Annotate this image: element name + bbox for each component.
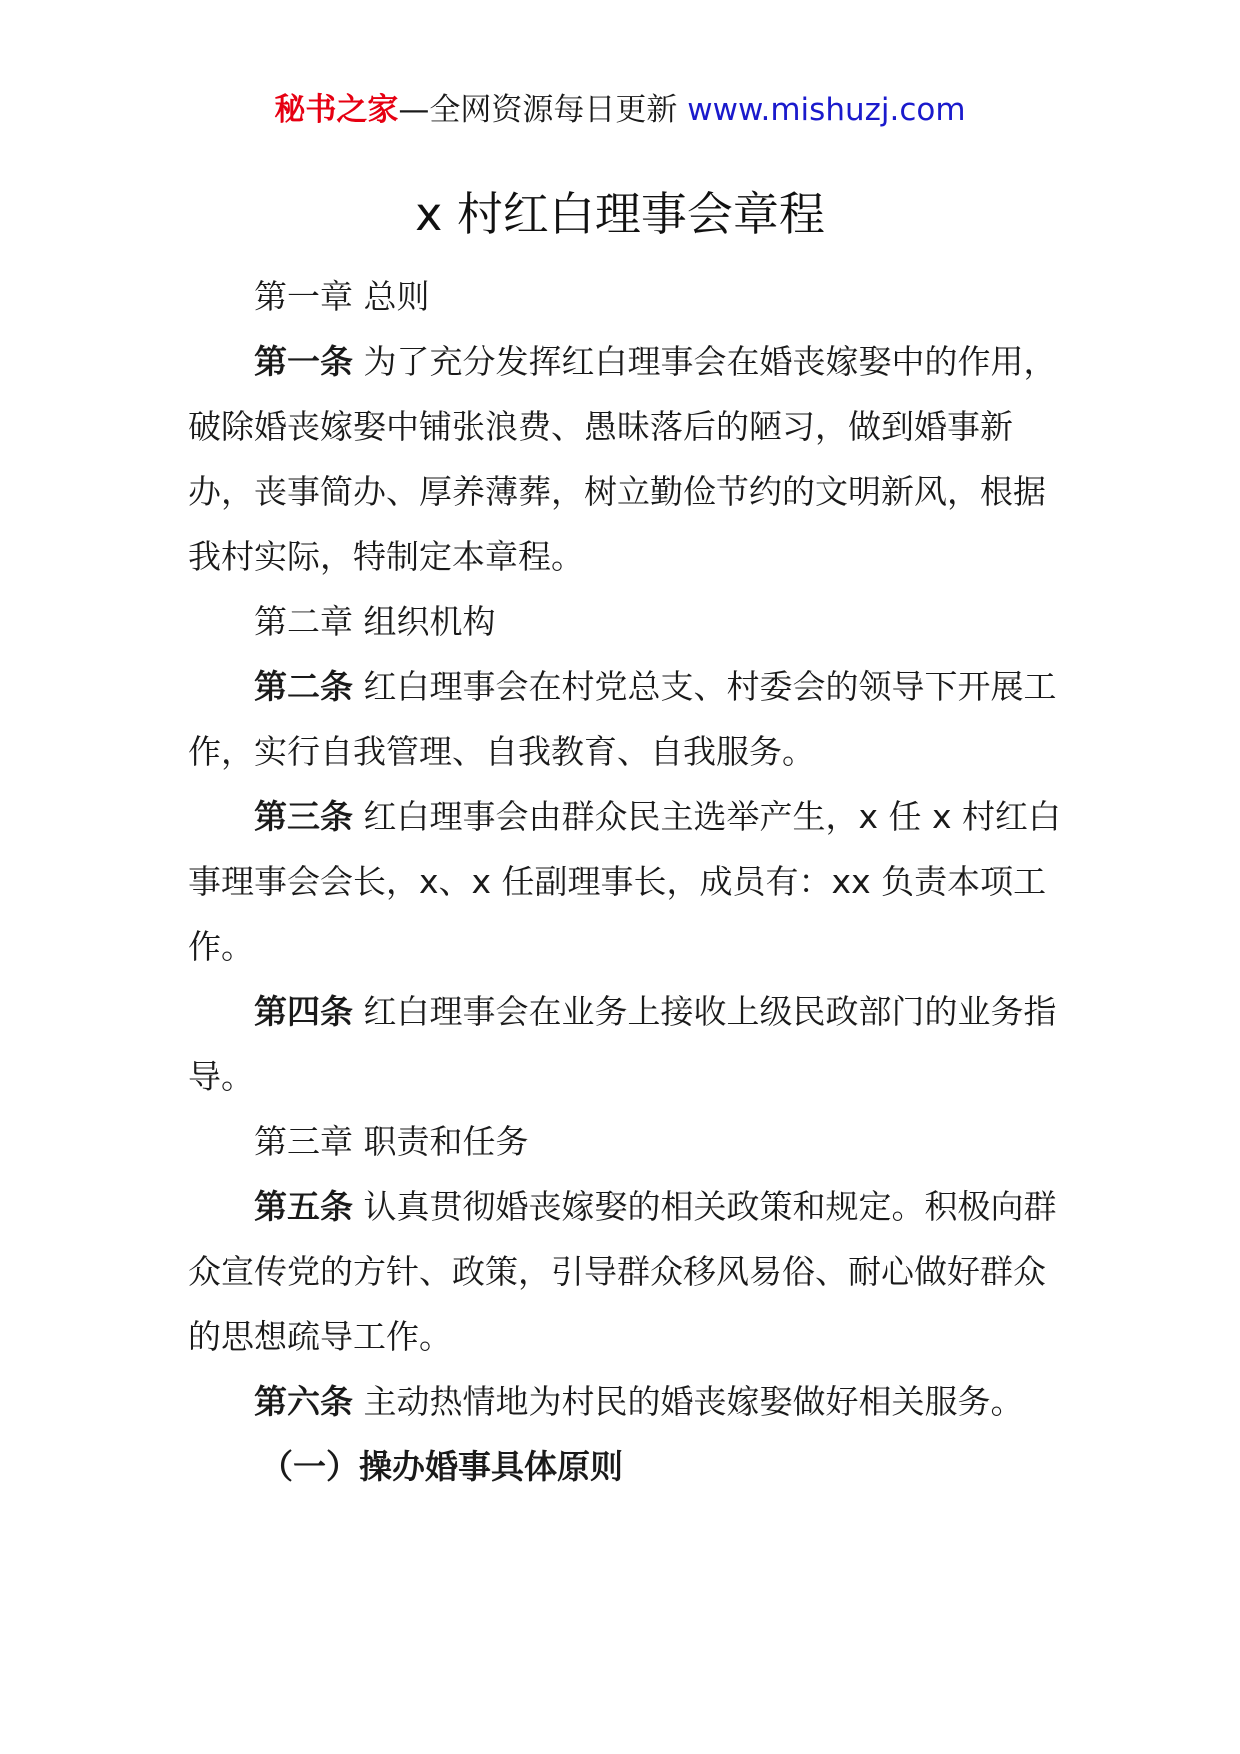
- article-4: [188, 979, 1068, 1109]
- article-text: 红白理事会在业务上接收上级民政部门的业务指导。: [188, 992, 1057, 1096]
- article-text: 为了充分发挥红白理事会在婚丧嫁娶中的作用，破除婚丧嫁娶中铺张浪费、愚昧落后的陋习，做到婚事新办，丧事简办、厚养薄葬，树立勤俭节约的文明新风，根据我村实际，特制定本章程。: [188, 342, 1057, 576]
- site-banner: [0, 84, 1240, 136]
- article-label: 第三条: [254, 797, 353, 836]
- article-text: 红白理事会在村党总支、村委会的领导下开展工作，实行自我管理、自我教育、自我服务。: [188, 667, 1057, 771]
- article-text: 主动热情地为村民的婚丧嫁娶做好相关服务。: [353, 1382, 1024, 1421]
- article-text: 认真贯彻婚丧嫁娶的相关政策和规定。积极向群众宣传党的方针、政策，引导群众移风易俗、耐心做好群众的思想疏导工作。: [188, 1187, 1057, 1356]
- document-title: x 村红白理事会章程: [415, 187, 825, 241]
- banner-brand: 秘书之家: [274, 92, 399, 128]
- article-1: [188, 329, 1068, 589]
- banner-url-link[interactable]: www.mishuzj.com: [687, 92, 966, 128]
- article-2: [188, 654, 1068, 784]
- article-label: 第五条: [254, 1187, 353, 1226]
- chapter-heading-1: 第一章 总则: [254, 277, 430, 316]
- article-label: 第四条: [254, 992, 353, 1031]
- chapter-heading-2: 第二章 组织机构: [254, 602, 496, 641]
- article-3: [188, 784, 1068, 979]
- article-label: 第一条: [254, 342, 353, 381]
- chapter-heading-3: 第三章 职责和任务: [254, 1122, 529, 1161]
- article-5: [188, 1174, 1068, 1369]
- article-label: 第六条: [254, 1382, 353, 1421]
- banner-tagline: —全网资源每日更新: [398, 92, 678, 128]
- document-body: [188, 264, 1068, 1499]
- subsection-heading: （一）操办婚事具体原则: [260, 1447, 623, 1486]
- article-6: [188, 1369, 1068, 1434]
- article-label: 第二条: [254, 667, 353, 706]
- article-text: 红白理事会由群众民主选举产生，x 任 x 村红白事理事会会长，x、x 任副理事长，成员有：xx 负责本项工作。: [188, 797, 1062, 966]
